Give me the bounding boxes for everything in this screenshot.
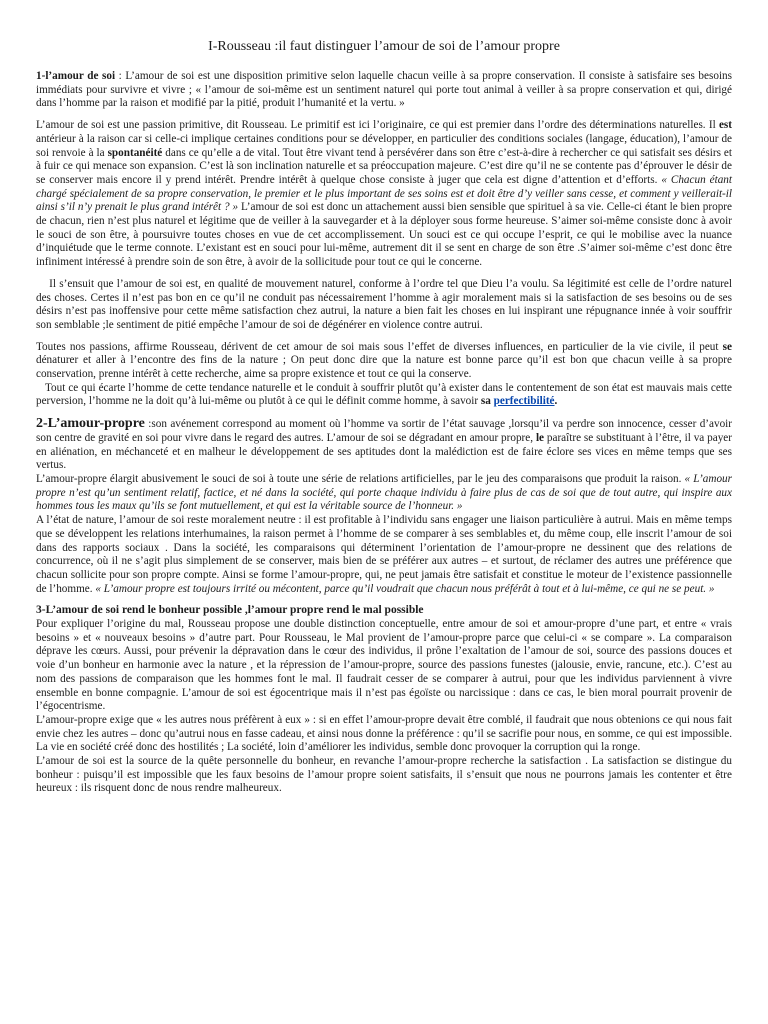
bold-run: spontanéité — [107, 146, 163, 159]
perfectibilite-link[interactable]: perfectibilité — [493, 395, 555, 408]
bold-run: sa — [480, 395, 491, 408]
paragraph-comparaisons — [36, 473, 732, 514]
text-run: antérieur à la raison car si celle-ci implique certaines conditions pour se développer, en particulier des conditions sociales (langage, éducation), l’amour de soi renvoie à la — [36, 132, 732, 159]
paragraph-perfectibilite — [36, 381, 735, 409]
text-run: A l’état de nature, l’amour de soi reste moralement neutre : il est profitable à l’individu sans engager une liaison particulière à autrui. Mais en même temps que se développent les relations interhumaines, la raison permet à l’homme de se comparer à ses semblables et, du même coup, elle inscrit l’amour de soi dans des rapports sociaux . Dans la société, les comparaisons qui déterminent l’orientation de l’amour-propre ne dessinent que des relations de concurrence, où il ne s’agit plus simplement de se conserver, mais bien de se préférer aux autres – et surtout, de réclamer des autres une préférence que chacun sollicite pour son propre compte. Ainsi se forme l’amour-propre, qui, ne peut jamais être satisfait et constitue le moteur de l’existence passionnelle de l’homme. — [36, 514, 732, 595]
document-title: I-Rousseau :il faut distinguer l’amour de soi de l’amour propre — [208, 39, 560, 54]
text-run: Toutes nos passions, affirme Rousseau, dérivent de cet amour de soi mais sous l’effet de diverses influences, en particulier de la vie civile, il peut — [36, 340, 723, 353]
paragraph-etat-de-nature — [36, 514, 732, 596]
section-3-heading: 3-L’amour de soi rend le bonheur possible ,l’amour propre rend le mal possible — [36, 604, 424, 617]
text-run: L’amour-propre élargit abusivement le souci de soi à toute une série de relations artificielles, par le jeu des comparaisons que produit la raison. — [36, 472, 685, 485]
text-run: L’amour de soi est une passion primitive, dit Rousseau. Le primitif est ici l’originaire, ce qui est premier dans l’ordre des déterminations naturelles. Il — [36, 119, 719, 132]
text-run: :son avénement correspond au moment où l’homme va sortir de l’état sauvage ,lorsqu’il va perdre son innocence, cesser d’avoir son centre de gravité en soi pour vivre dans le regard des autres. L’amour de soi se dégradant en amour propre, — [36, 418, 732, 444]
bold-run: se — [722, 340, 732, 353]
quotation: « L’amour propre est toujours irrité ou mécontent, parce qu’il voudrait que chacun nous préférât à tout et à lui-même, ce qui ne se peut. » — [95, 582, 715, 595]
paragraph-satisfaction: L’amour de soi est la source de la quête personnelle du bonheur, en revanche l’amour-propre recherche la satisfaction . La satisfaction se distingue du bonheur : puisqu’il est impossible que les faux besoins de l’amour propre soient satisfaits, il s’ensuit que nous ne pourrons jamais les contenter et être heureux : ils risquent donc de nous rendre malheureux. — [36, 755, 732, 795]
text-run: dénaturer et aller à l’encontre des fins de la nature ; On peut donc dire que la nature est bonne parce qu’il est bon que chacun veille à sa propre conservation, prenne intérêt à cette recherche, aime sa propre existence et tout ce qui la conserve. — [36, 354, 732, 381]
section-2-paragraph — [36, 417, 732, 473]
text-run: dans ce qu’elle a de vital. Tout être vivant tend à persévérer dans son être c’est-à-dire à rechercher ce qui satisfait ses désirs et à fuir ce qui menace son expansion. C’est là son inclination naturelle et sa préoccupation majeure. C’est dire qu’il ne se contente pas d’éprouver le désir de se conserver mais encore il y prend intérêt. Prendre intérêt à quelque chose consiste à juger que cela est digne d’attention et d’efforts. — [36, 146, 732, 186]
paragraph-ordre-naturel: Il s’ensuit que l’amour de soi est, en qualité de mouvement naturel, conforme à l’ordre tel que Dieu l’a voulu. Sa légitimité est celle de l’ordre naturel des choses. Certes il n’est pas bon en ce qu’il ne conduit pas nécessairement l’homme à agir moralement mais si la satisfaction de ses besoins ou de ses désirs n’est pas inoffensive pour cette même satisfaction chez autrui, la nature a bien fait les choses en lui inspirant une répugnance innée à voir souffrir son semblable ;le sentiment de pitié empêche l’amour de soi de dégénérer en violence contre autrui. — [36, 277, 735, 331]
bold-run: est — [718, 119, 732, 132]
paragraph-passions — [36, 341, 732, 382]
section-1-text: : L’amour de soi est une disposition primitive selon laquelle chacun veille à sa propre conservation. Il consiste à satisfaire ses besoins immédiats pour survivre et vivre ; « l’amour de soi-même est un sentiment naturel qui porte tout animal à veiller à sa propre conservation et qui, dirigé dans l’homme par la raison et modifié par la pitié, produit l’humanité et la vertu. » — [36, 70, 732, 110]
bold-run: . — [554, 395, 558, 408]
text-run: L’amour de soi est donc un attachement aussi bien sensible que spirituel à sa vie. Celle-ci étant le bien propre de chacun, rien n’est plus naturel et légitime que de veiller à la sauvegarder et à la déployer sous forme heureuse. S’aimer soi-même consiste donc à avoir le souci de son être, à poursuivre toutes choses en vue de cet accomplissement. Un souci est ce qui occupe l’esprit, ce qui le mobilise avec la nuance d’inquiétude que le terme connote. L’existant est en souci pour lui-même, autrement dit il se sent en charge de son être .S’aimer soi-même c’est donc être infiniment intéressé à prendre soin de son être, à avoir de la sollicitude pour tout ce qui le concerne. — [36, 201, 732, 269]
document-page — [36, 38, 735, 796]
paragraph-amour-de-soi — [36, 119, 732, 270]
paragraph-preference: L’amour-propre exige que « les autres nous préfèrent à eux » : si en effet l’amour-propre devait être comblé, il faudrait que nous obtenions ce qui nous fait envie chez les autres – donc qu’autrui nous en fasse cadeau, et ainsi nous donne la préférence : qu’il se sacrifie pour nous, en somme, ce qui est impossible. La vie en société créé donc des hostilités ; La société, loin d’améliorer les individus, semble donc provoquer la corruption qui la ronge. — [36, 713, 732, 754]
section-1-paragraph — [36, 70, 732, 111]
section-2-heading: 2-L’amour-propre — [36, 416, 145, 432]
section-1-heading: 1-l’amour de soi — [36, 70, 116, 82]
text-run: Tout ce qui écarte l’homme de cette tendance naturelle et le conduit à souffrir plutôt qu’à exister dans le contentement de son état est mauvais mais cette perversion, l’homme ne la doit qu’à lui-même ou plutôt à ce qui le définit comme homme, à savoir — [36, 381, 735, 408]
quotation: « Chacun étant chargé spécialement de sa propre conservation, le premier et le plus important de ses soins est et doit être d’y veiller sans cesse, et comment y veillerait-il ainsi s’il n’y prenait le plus grand intérêt ? » — [36, 173, 732, 214]
bold-run: le — [535, 431, 545, 444]
paragraph-origine-du-mal: Pour expliquer l’origine du mal, Rousseau propose une double distinction conceptuelle, entre amour de soi et amour-propre d’une part, et entre « vrais besoins » et « nouveaux besoins » d’autre part. Pour Rousseau, le Mal provient de l’amour-propre parce que celui-ci « se compare ». La comparaison déprave les cœurs. Aussi, pour prévenir la dépravation dans le cœur des individus, il prône l’exaltation de l’amour de soi, source des passions douces et voie d’un bonheur en harmonie avec la nature , et la répression de l’amour-propre, source des passions funestes (jalousie, envie, rancune, etc.). C’est au nom des passions de comparaison que les hommes font le mal. Il faudrait cesser de se comparer à autrui, pour que les individus parviennent à vivre ensemble en bonne compagnie. L’amour de soi est égocentrique mais il n’est pas égoïste ou narcissique : dans ce cas, le bien moral pourrait provenir de l’égocentrisme. — [36, 618, 732, 713]
text-run: paraître se substituant à l’être, il va payer en aliénation, en méchanceté et en malheur le développement de ses aptitudes dont la malédiction est de faire éclore ses vices en même temps que ses vertus. — [36, 431, 732, 472]
quotation: « L’amour propre n’est qu’un sentiment relatif, factice, et né dans la société, qui porte chaque individu à faire plus de cas de soi que de tout autre, qui inspire aux hommes tous les maux qu’ils se font mutuellement, et qui est la véritable source de l’honneur. » — [36, 472, 732, 513]
